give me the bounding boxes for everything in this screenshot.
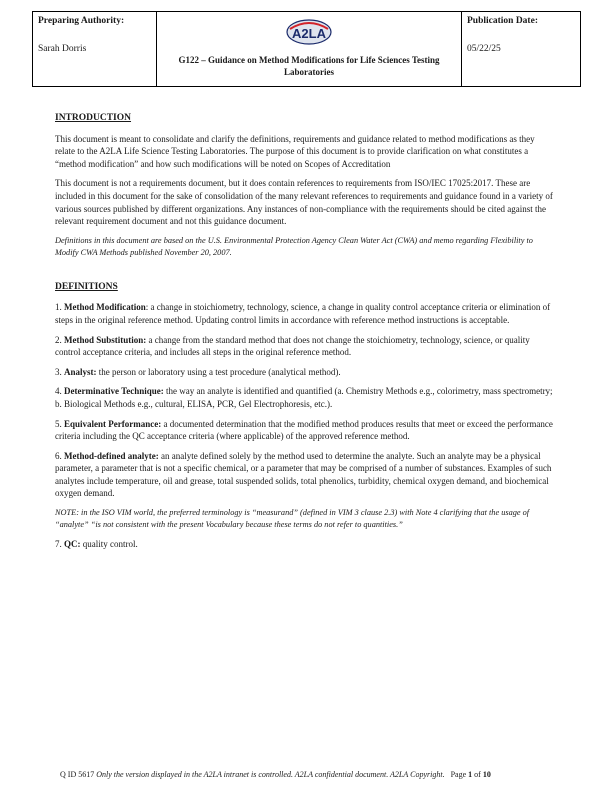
footer-control-notice: Only the version displayed in the A2LA intranet is controlled. A2LA confidential document. A2LA Copyright.	[96, 770, 445, 779]
definition-term: Equivalent Performance:	[64, 418, 162, 429]
definition-4	[55, 385, 555, 410]
definition-6	[55, 450, 555, 500]
intro-paragraph-2: This document is not a requirements document, but it does contain references to requirements from ISO/IEC 17025:2017. These are included in this document for the sake of consolidation of the many relevant references to requirements and guidance found in a variety of various sources published by different organizations. Any instances of non-compliance with the requirements should be cited against the relevant requirement document and not this guidance document.	[55, 178, 553, 227]
a2la-logo	[284, 17, 334, 47]
preparing-authority-cell	[33, 12, 157, 86]
footer-page-of: of	[472, 770, 483, 779]
intro-paragraph-1: This document is meant to consolidate and clarify the definitions, requirements and guidance related to method modifications as they relate to the A2LA Life Science Testing Laboratories. The purpose of this document is to provide clarification on what constitutes a “method modification” and how such modifications will be noted on Scopes of Accreditation	[55, 133, 535, 169]
definition-number: 7.	[55, 539, 64, 550]
publication-date-label: Publication Date:	[467, 16, 538, 26]
definition-7	[55, 538, 555, 551]
definition-2	[55, 334, 555, 359]
definition-3	[55, 366, 555, 379]
footer-page-prefix: Page	[444, 770, 469, 779]
publication-date-value: 05/22/25	[467, 44, 501, 54]
definition-term: Determinative Technique:	[64, 386, 164, 397]
introduction-heading: INTRODUCTION	[55, 113, 132, 123]
title-cell	[157, 12, 461, 86]
footer-page-number: 1	[468, 770, 473, 779]
vim-note: NOTE: in the ISO VIM world, the preferred terminology is “measurand” (defined in VIM 3 clause 2.3) with Note 4 clarifying that the usage of “analyte” “is not consistent with the present Vocabulary because these terms do not refer to quantities.”	[55, 508, 530, 530]
definition-text: the way an analyte is identified and quantified (a. Chemistry Methods e.g., colorimetry, mass spectrometry; b. Biological Methods e.g., cultural, ELISA, PCR, Gel Electrophoresis, etc.).	[55, 386, 553, 409]
preparing-authority-value: Sarah Dorris	[38, 44, 87, 54]
publication-date-cell	[461, 12, 580, 86]
definition-number: 6.	[55, 450, 64, 461]
definition-text: a change from the standard method that does not change the stoichiometry, technology, science, or quality control acceptance criteria, and includes all steps in the original reference method.	[55, 334, 530, 358]
preparing-authority-label: Preparing Authority:	[38, 16, 125, 26]
definition-term: Method Substitution:	[64, 334, 147, 345]
definition-number: 1.	[55, 302, 64, 313]
definition-text: an analyte defined solely by the method used to determine the analyte. Such an analyte may be a physical parameter, a parameter that is not a specific chemical, or a parameter that may be comprised of a number of substances. Examples of such analytes include temperature, oil and grease, total suspended solids, total phenolics, turbidity, chemical oxygen demand, and biochemical oxygen demand.	[55, 450, 552, 499]
document-header	[32, 11, 581, 87]
document-body	[55, 112, 555, 558]
definition-number: 4.	[55, 386, 64, 397]
definition-number: 2.	[55, 334, 64, 345]
definition-number: 5.	[55, 418, 64, 429]
definition-term: QC:	[64, 539, 81, 550]
definition-text: a documented determination that the modified method produces results that meet or exceed the performance criteria including the QC acceptance criteria (where applicable) of the approved reference method.	[55, 418, 553, 442]
svg-text:A2LA: A2LA	[292, 26, 326, 41]
footer-page-total: 10	[482, 770, 491, 779]
intro-definitions-note: Definitions in this document are based on the U.S. Environmental Protection Agency Clean Water Act (CWA) and memo regarding Flexibility to Modify CWA Methods published November 20, 2007.	[55, 235, 533, 257]
definition-text: quality control.	[80, 539, 138, 550]
definition-1	[55, 301, 555, 326]
definitions-heading: DEFINITIONS	[55, 281, 118, 292]
definition-number: 3.	[55, 366, 64, 377]
definition-term: Method-defined analyte:	[64, 450, 159, 461]
definition-term: Method Modification	[64, 302, 146, 313]
definition-term: Analyst:	[64, 366, 97, 377]
page-footer	[60, 770, 560, 779]
document-title: G122 – Guidance on Method Modifications for Life Sciences Testing Laboratories	[178, 55, 440, 77]
footer-doc-id: Q ID 5617	[60, 770, 97, 779]
definition-5	[55, 418, 555, 443]
definition-text: the person or laboratory using a test procedure (analytical method).	[96, 366, 341, 377]
definition-text: : a change in stoichiometry, technology, science, a change in quality control acceptance criteria or elimination of steps in the original reference method. Updating control limits in accordance with reference method instructions is acceptable.	[55, 302, 551, 325]
